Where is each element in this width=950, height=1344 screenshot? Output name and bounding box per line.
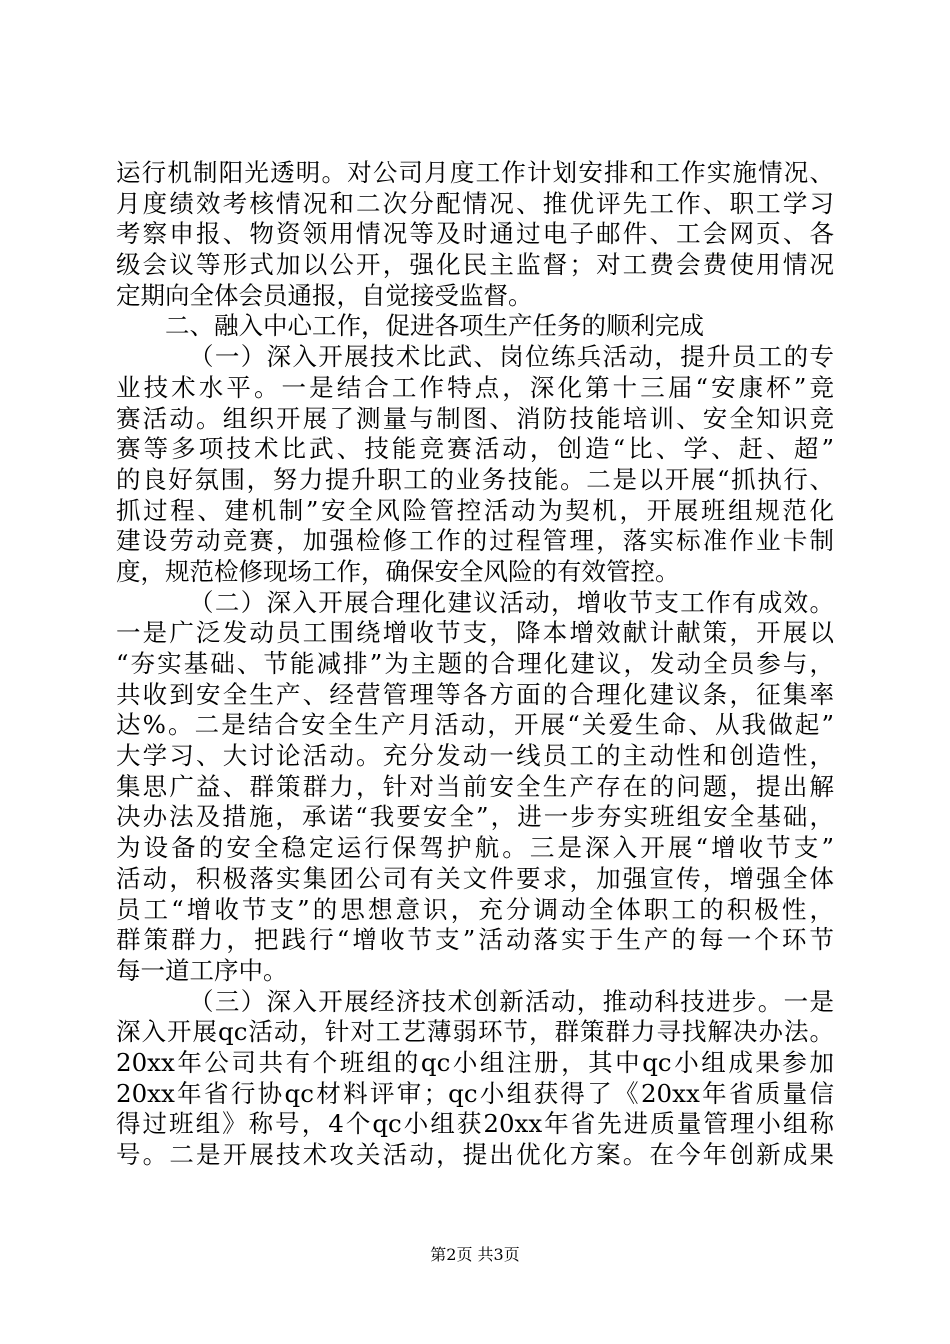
- text-line: 决办法及措施，承诺“我要安全”，进一步夯实班组安全基础，: [116, 802, 834, 832]
- text-line: “夯实基础、节能减排”为主题的合理化建议，发动全员参与，: [116, 649, 834, 678]
- text-line: 号。二是开展技术攻关活动，提出优化方案。在今年创新成果: [116, 1140, 834, 1169]
- text-line: （一）深入开展技术比武、岗位练兵活动，提升员工的专: [189, 342, 834, 372]
- text-line: 的良好氛围，努力提升职工的业务技能。二是以开展“抓执行、: [116, 464, 834, 494]
- text-line: 级会议等形式加以公开，强化民主监督；对工费会费使用情况: [116, 250, 834, 280]
- text-line: 考察申报、物资领用情况等及时通过电子邮件、工会网页、各: [116, 219, 834, 249]
- text-line: 为设备的安全稳定运行保驾护航。三是深入开展“增收节支”: [116, 833, 834, 863]
- text-line: 共收到安全生产、经营管理等各方面的合理化建议条，征集率: [116, 679, 834, 709]
- text-line: 得过班组》称号，4个qc小组获20xx年省先进质量管理小组称: [116, 1109, 834, 1139]
- text-line: 群策群力，把践行“增收节支”活动落实于生产的每一个环节: [116, 925, 834, 955]
- text-line: 赛等多项技术比武、技能竞赛活动，创造“比、学、赶、超”: [116, 434, 834, 464]
- text-line: 度，规范检修现场工作，确保安全风险的有效管控。: [116, 556, 680, 586]
- text-line: 20xx年公司共有个班组的qc小组注册，其中qc小组成果参加: [116, 1047, 834, 1077]
- text-line: 20xx年省行协qc材料评审；qc小组获得了《20xx年省质量信: [116, 1078, 834, 1108]
- text-line: 月度绩效考核情况和二次分配情况、推优评先工作、职工学习: [116, 188, 834, 218]
- text-line: 运行机制阳光透明。对公司月度工作计划安排和工作实施情况、: [116, 158, 834, 187]
- text-line: 集思广益、群策群力，针对当前安全生产存在的问题，提出解: [116, 771, 834, 801]
- text-line: 达%。二是结合安全生产月活动，开展“关爱生命、从我做起”: [116, 710, 834, 740]
- text-line: 赛活动。组织开展了测量与制图、消防技能培训、安全知识竞: [116, 403, 834, 433]
- text-line: 抓过程、建机制”安全风险管控活动为契机，开展班组规范化: [116, 495, 834, 525]
- text-line: 二、融入中心工作，促进各项生产任务的顺利完成: [165, 311, 704, 341]
- text-line: （三）深入开展经济技术创新活动，推动科技进步。一是: [189, 986, 834, 1016]
- text-line: 定期向全体会员通报，自觉接受监督。: [116, 280, 533, 310]
- text-line: 深入开展qc活动，针对工艺薄弱环节，群策群力寻找解决办法。: [116, 1017, 834, 1047]
- text-line: 每一道工序中。: [116, 955, 288, 985]
- text-line: （二）深入开展合理化建议活动，增收节支工作有成效。: [189, 587, 834, 617]
- document-body: [116, 158, 834, 1171]
- text-line: 一是广泛发动员工围绕增收节支，降本增效献计献策，开展以: [116, 618, 834, 648]
- text-line: 员工“增收节支”的思想意识，充分调动全体职工的积极性，: [116, 894, 834, 924]
- text-line: 大学习、大讨论活动。充分发动一线员工的主动性和创造性，: [116, 741, 834, 771]
- page-footer: 第2页 共3页: [430, 1245, 520, 1264]
- text-line: 业技术水平。一是结合工作特点，深化第十三届“安康杯”竞: [116, 372, 834, 402]
- text-line: 建设劳动竞赛，加强检修工作的过程管理，落实标准作业卡制: [116, 526, 834, 556]
- text-line: 活动，积极落实集团公司有关文件要求，加强宣传，增强全体: [116, 863, 834, 893]
